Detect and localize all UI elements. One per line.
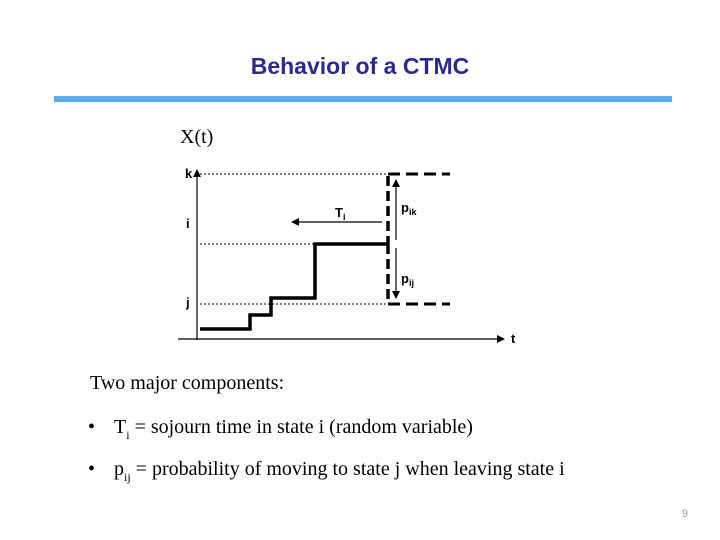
state-label-k: k xyxy=(185,166,193,181)
state-label-i: i xyxy=(186,216,190,231)
y-axis-title: X(t) xyxy=(180,126,214,148)
bullet-symbol: • xyxy=(88,416,96,438)
slide-title: Behavior of a CTMC xyxy=(250,53,470,79)
bullet-term-subscript: ij xyxy=(124,470,131,484)
p-ik-label: $p_{ik}$ xyxy=(401,200,417,217)
bullet-symbol: • xyxy=(88,458,96,480)
sojourn-label: $T_i$ xyxy=(335,205,346,222)
bullet-item xyxy=(88,416,473,442)
bullet-term: T xyxy=(114,416,127,438)
bullet-text: = sojourn time in state i (random variable) xyxy=(129,416,473,438)
time-axis-label: t xyxy=(511,331,516,346)
bullet-term: p xyxy=(114,458,124,480)
bullet-text: = probability of moving to state j when leaving state i xyxy=(130,458,565,480)
page-number: 9 xyxy=(681,508,688,520)
intro-text: Two major components: xyxy=(90,372,285,394)
p-ij-label: $p_{ij}$ xyxy=(401,271,414,288)
state-label-j: j xyxy=(186,295,190,310)
bullet-term-subscript: i xyxy=(126,428,130,442)
bullet-item xyxy=(88,458,565,484)
sample-path xyxy=(200,244,388,329)
